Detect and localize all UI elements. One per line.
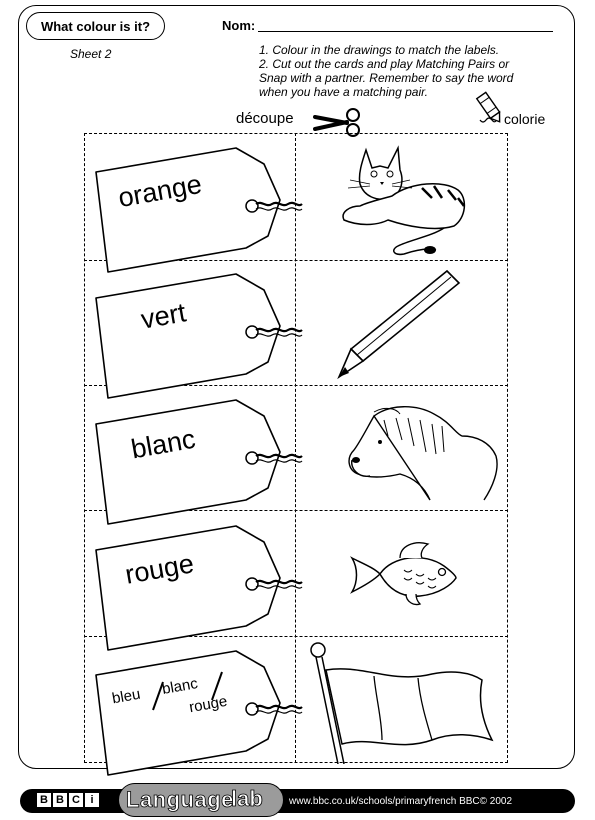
bbc-letter: B: [53, 793, 67, 807]
footer-url: www.bbc.co.uk/schools/primaryfrench BBC© 2002: [289, 796, 513, 807]
worksheet-title: What colour is it?: [26, 12, 165, 40]
tag-label-orange: orange: [115, 168, 204, 214]
bbc-logo: [37, 793, 99, 807]
cut-label: découpe: [236, 110, 294, 127]
tag-label-part: bleu: [110, 685, 142, 708]
cat-icon: [336, 140, 476, 258]
instruction-line: 1. Colour in the drawings to match the labels.: [259, 43, 500, 57]
instruction-line: when you have a matching pair.: [259, 85, 428, 99]
brand-lab: lab: [231, 786, 263, 811]
horse-icon: [344, 402, 504, 510]
instruction-line: Snap with a partner. Remember to say the word: [259, 71, 514, 85]
tag-label-vert: vert: [138, 297, 189, 335]
tag-label-rouge: rouge: [122, 548, 197, 590]
bbc-letter: C: [69, 793, 83, 807]
tag-label-part: blanc: [160, 675, 200, 698]
tag-label-part: rouge: [187, 692, 229, 717]
tag-label-blanc: blanc: [128, 423, 198, 465]
tag-card: [96, 400, 302, 524]
brand-word: Language: [126, 787, 234, 812]
pencil-icon: [335, 265, 465, 383]
tag-card: [96, 274, 302, 398]
name-label: Nom:: [222, 18, 256, 33]
sheet-number: Sheet 2: [70, 47, 112, 61]
colour-label: colorie: [504, 111, 546, 127]
flag-icon: [302, 640, 502, 764]
bbc-letter: i: [85, 793, 99, 807]
bbc-letter: B: [37, 793, 51, 807]
instruction-line: 2. Cut out the cards and play Matching Pairs or: [259, 57, 510, 71]
fish-icon: [344, 538, 464, 608]
